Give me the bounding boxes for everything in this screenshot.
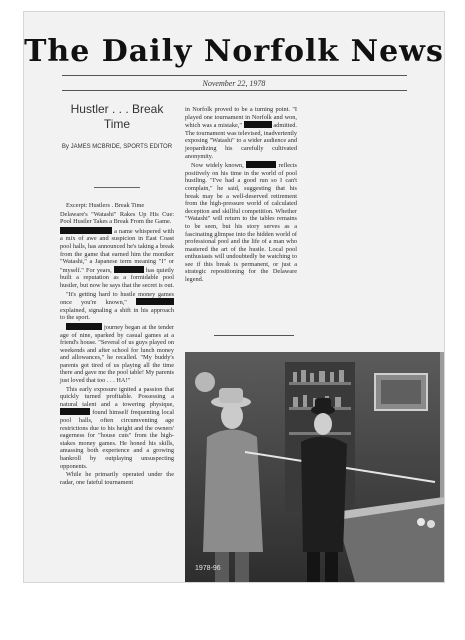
paragraph [60, 227, 174, 290]
masthead-rule-bottom [62, 90, 407, 91]
byline-divider [94, 187, 140, 188]
article-column-left [60, 202, 174, 487]
paragraph [60, 386, 174, 471]
paragraph [60, 323, 174, 385]
paragraph [185, 161, 297, 284]
article-column-right [185, 106, 297, 285]
article-byline: By JAMES MCBRIDE, SPORTS EDITOR [61, 144, 173, 150]
redaction-bar [136, 298, 174, 305]
masthead: The Daily Norfolk News [24, 34, 444, 69]
paragraph: While he primarily operated under the radar, one fateful tournament [60, 471, 174, 486]
paragraph [60, 291, 174, 322]
newspaper-page [24, 12, 444, 582]
paragraph-text: admitted. The tournament was televised, inadvertently exposing "Watashi" to a wider audience and jeopardizing his carefully cultivated anonymity. [185, 122, 297, 160]
paragraph-text: has quietly built a reputation as a formidable pool hustler, but now he says that the secret is out. [60, 266, 175, 289]
subheadline: Delaware's "Watashi" Rakes Up His Cue: Pool Hustler Takes a Break From the Game. [60, 210, 174, 226]
column-end-rule [214, 335, 294, 336]
pool-hall-photo [185, 352, 444, 582]
paragraph-text: explained, signaling a shift in his approach to the sport. [60, 306, 174, 322]
paragraph-text: "It's getting hard to hustle money games once you're known," [60, 290, 174, 307]
paragraph-text: This early exposure ignited a passion that quickly turned profitable. Possessing a natural talent and a towering physique, [60, 385, 174, 408]
paragraph-text: a name whispered with a mix of awe and suspicion in East Coast pool halls, has announced he's taking a break from the game that earned him the moniker "Watashi," a Japanese term meaning "I" or "myself." For years, [60, 227, 174, 274]
article-headline: Hustler . . . Break Time [70, 102, 164, 131]
redaction-bar [114, 266, 144, 273]
paragraph-text: reflects positively on his time in the world of pool hustling. "I've had a good run so I can't complain," he said, suggesting that his break may be a well-deserved retirement from the high-pressure world of calculated deception and skillful competition. Whether "Watashi" will return to the tables remains to be seen, but his story serves as a fascinating glimpse into the hidden world of professional pool and the life of a man who mastered the art of the hustle. Local pool enthusiasts will undoubtedly be watching to see if this break is permanent, or just a strategic repositioning for the Delaware legend. [185, 162, 297, 284]
paragraph-text: Now widely known, [191, 162, 244, 170]
paragraph-text: journey began at the tender age of nine, sparked by casual games at a friend's house. "Several of us guys played on weekends and after school for lunch money and allowances," he recalled. "My buddy's parents got tired of us playing all the time there and gave me the pool table! My parents just loved that too . . . HA!" [60, 323, 175, 385]
photo-caption-mark: 1978-96 [195, 565, 221, 572]
redaction-bar [244, 121, 272, 128]
masthead-rule-top [62, 75, 407, 76]
redaction-bar [66, 323, 102, 330]
paragraph-text: in Norfolk proved to be a turning point. "I played one tournament in Norfolk and won, which was a mistake," [185, 106, 297, 130]
redaction-bar [60, 408, 90, 415]
paragraph-text: found himself frequenting local pool halls, often circumventing age restrictions due to his height and the owners' eagerness for "house cuts" from the high-stakes money games. He honed his skills, amassing both experience and a growing bankroll by outplaying unsuspecting opponents. [60, 409, 174, 470]
excerpt-label: Excerpt: Hustlers . Break Time [66, 202, 145, 209]
article-photo [185, 352, 444, 582]
redaction-bar [60, 227, 112, 234]
paragraph [185, 106, 297, 160]
redaction-bar [246, 161, 276, 168]
dateline: November 22, 1978 [202, 79, 266, 88]
